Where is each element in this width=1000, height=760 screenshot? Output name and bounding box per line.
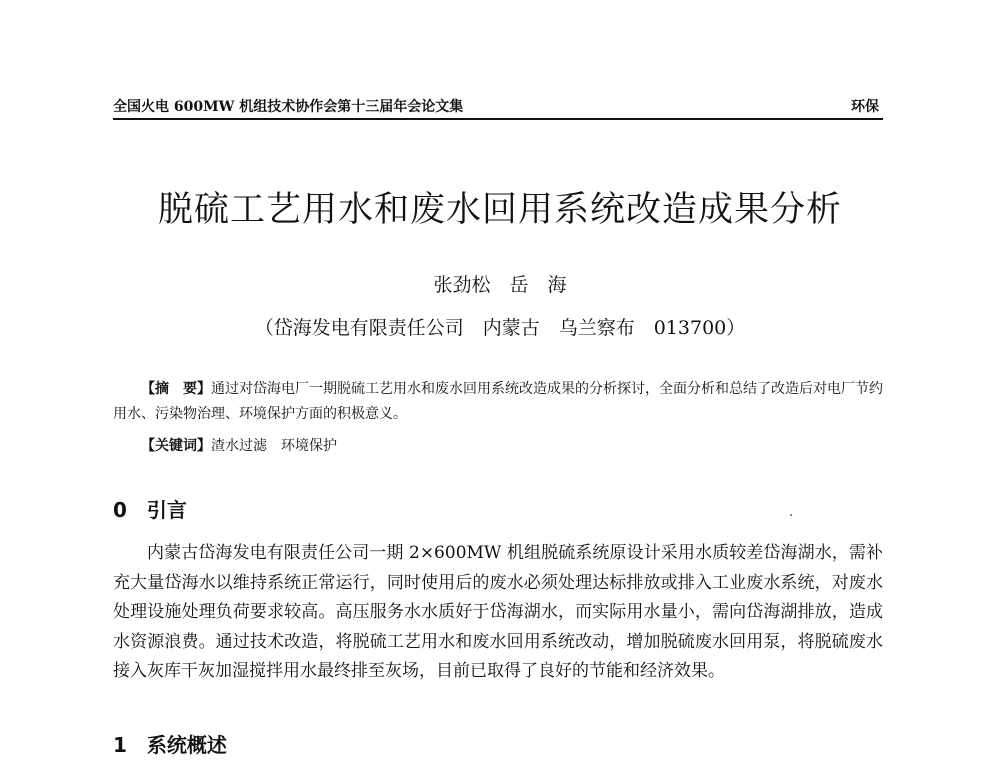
author-names: 张劲松 岳 海: [433, 274, 567, 296]
abstract: [113, 377, 883, 427]
keywords-text: 渣水过滤 环境保护: [211, 438, 337, 454]
category-label: 环保: [851, 99, 879, 115]
section-number: 0: [113, 498, 127, 522]
abstract-text: 通过对岱海电厂一期脱硫工艺用水和废水回用系统改造成果的分析探讨，全面分析和总结了改造后对电厂节约用水、污染物治理、环境保护方面的积极意义。: [113, 381, 883, 422]
introduction-paragraph: 内蒙古岱海发电有限责任公司一期 2×600MW 机组脱硫系统原设计采用水质较差岱海湖水，需补充大量岱海水以维持系统正常运行，同时使用后的废水必须处理达标排放或排入工业废水系统，对废水处理设施处理负荷要求较高。高压服务水水质好于岱海湖水，而实际用水量小，需向岱海湖排放，造成水资源浪费。通过技术改造，将脱硫工艺用水和废水回用系统改动，增加脱硫废水回用泵，将脱硫废水接入灰库干灰加湿搅拌用水最终排至灰场，目前已取得了良好的节能和经济效果。: [113, 543, 883, 681]
header-rule: [113, 118, 883, 120]
paper-title: 脱硫工艺用水和废水回用系统改造成果分析: [157, 190, 842, 230]
author-affiliation: （岱海发电有限责任公司 内蒙古 乌兰察布 013700）: [254, 317, 746, 339]
section-number: 1: [113, 733, 127, 757]
scan-speck: [790, 514, 792, 516]
keywords-label: 【关键词】: [141, 438, 211, 454]
section-title: 引言: [146, 498, 187, 522]
running-title: 全国火电 600MW 机组技术协作会第十三届年会论文集: [113, 99, 464, 115]
section-heading-system-overview: [113, 729, 227, 758]
section-title: 系统概述: [146, 733, 227, 757]
keywords: [141, 435, 337, 455]
running-header: [113, 96, 883, 118]
section-heading-introduction: [113, 494, 187, 523]
abstract-label: 【摘 要】: [141, 381, 211, 397]
